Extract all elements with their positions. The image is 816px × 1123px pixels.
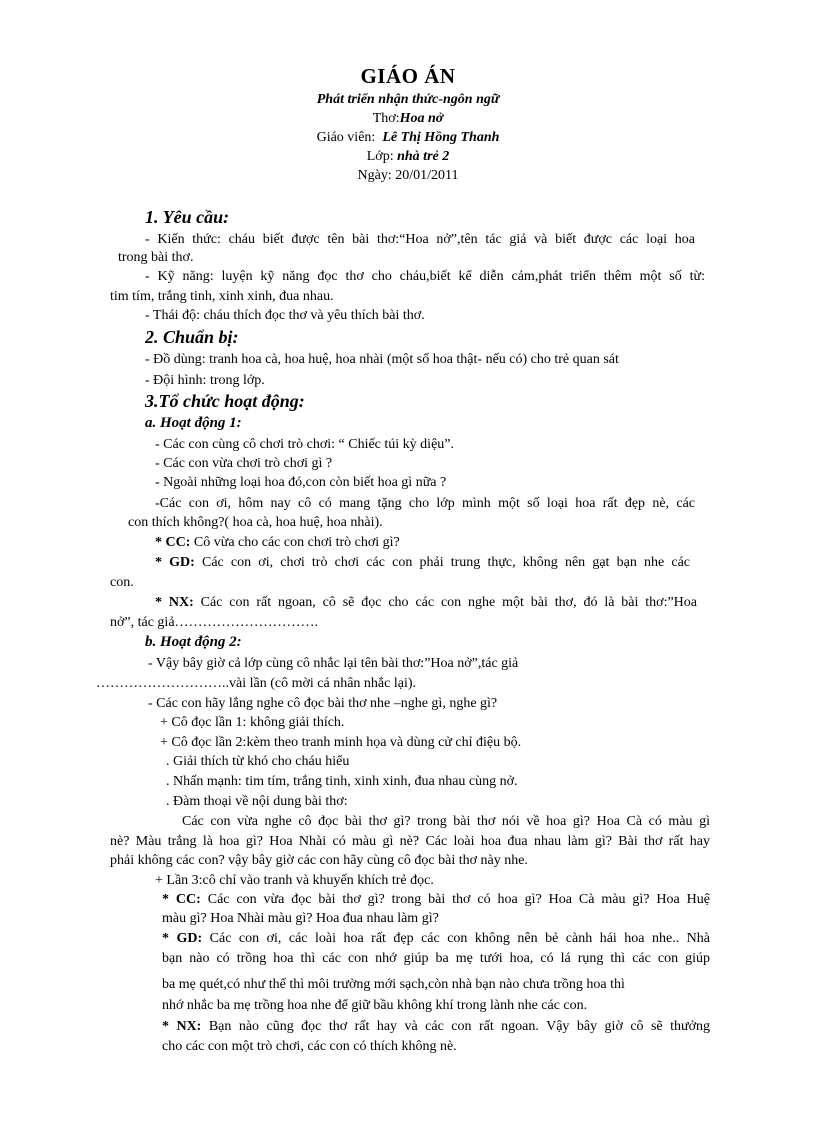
sec2-line-2: - Đội hình: trong lớp. — [145, 373, 265, 388]
gd2-label: * GD: — [162, 931, 203, 946]
document-title: GIÁO ÁN — [360, 64, 456, 88]
nx-label: * NX: — [155, 595, 194, 610]
act2-line-3: - Các con hãy lắng nghe cô đọc bài thơ nhe –nghe gì, nghe gì? — [148, 696, 498, 711]
gd-label: * GD: — [155, 555, 195, 570]
act1-line-2: - Các con vừa chơi trò chơi gì ? — [155, 456, 333, 471]
poem-label: Thơ: — [372, 111, 400, 126]
class-value: nhà trẻ 2 — [397, 149, 450, 164]
poem-line — [0, 111, 816, 127]
activity-2-heading: b. Hoạt động 2: — [145, 634, 242, 650]
act2-para-3: phải không các con? vậy bây giờ các con hãy cùng cô đọc bài thơ này nhe. — [110, 853, 528, 868]
act1-nx-line-2: nở”, tác giả…………………………. — [110, 615, 319, 630]
act2-nx-line — [162, 1018, 710, 1036]
cc2-label: * CC: — [162, 892, 201, 907]
act2-line-7: . Nhấn mạnh: tim tím, trắng tinh, xinh xinh, đua nhau cùng nở. — [166, 774, 518, 789]
sec1-line-3: - Kỹ năng: luyện kỹ năng đọc thơ cho cháu,biết kể diễn cảm,phát triển thêm một số từ: — [145, 269, 705, 284]
act2-cc-line — [162, 891, 710, 909]
act1-nx-line — [155, 594, 697, 612]
act1-cc-line — [155, 534, 400, 552]
teacher-line — [0, 130, 816, 146]
subject-text: Phát triển nhận thức-ngôn ngữ — [316, 92, 500, 107]
act2-gd-line-3: ba mẹ quét,có như thế thì môi trường mới sạch,còn nhà bạn nào chưa trồng hoa thì — [162, 977, 625, 992]
teacher-value: Lê Thị Hồng Thanh — [382, 130, 500, 145]
act2-para-1: Các con vừa nghe cô đọc bài thơ gì? trong bài thơ nói về hoa gì? Hoa Cà có màu gì — [182, 814, 710, 829]
date-line: Ngày: 20/01/2011 — [357, 168, 459, 183]
act2-line-2: ………………………..vài lần (cô mời cá nhân nhắc lại). — [96, 676, 416, 691]
section-1-heading: 1. Yêu cầu: — [145, 207, 230, 227]
act2-cc-line-2: màu gì? Hoa Nhài màu gì? Hoa đua nhau làm gì? — [162, 911, 439, 926]
act2-line-8: . Đàm thoại về nội dung bài thơ: — [166, 794, 348, 809]
act1-line-5: con thích không?( hoa cà, hoa huệ, hoa nhài). — [128, 515, 383, 530]
sec1-line-1: - Kiến thức: cháu biết được tên bài thơ:“Hoa nở”,tên tác giả và biết được các loại hoa — [145, 232, 695, 247]
act2-nx-line-2: cho các con một trò chơi, các con có thích không nè. — [162, 1039, 457, 1054]
section-2-heading: 2. Chuẩn bị: — [145, 327, 239, 347]
act1-line-4: -Các con ơi, hôm nay cô có mang tặng cho lớp mình một số loại hoa rất đẹp nè, các — [155, 496, 695, 511]
act2-para-2: nè? Màu trắng là hoa gì? Hoa Nhài có màu gì nè? Các loài hoa đua nhau làm gì? Bài thơ rất hay — [110, 834, 710, 849]
sec1-line-5: - Thái độ: cháu thích đọc thơ và yêu thích bài thơ. — [145, 308, 425, 323]
activity-1-heading: a. Hoạt động 1: — [145, 415, 242, 431]
act1-gd-line — [155, 554, 690, 572]
cc-label: * CC: — [155, 535, 191, 550]
nx2-label: * NX: — [162, 1019, 202, 1034]
sec2-line-1: - Đồ dùng: tranh hoa cà, hoa huệ, hoa nhài (một số hoa thật- nếu có) cho trẻ quan sát — [145, 352, 619, 367]
nx-text: Các con rất ngoan, cô sẽ đọc cho các con nghe một bài thơ, đó là bài thơ:”Hoa — [200, 595, 698, 610]
act2-gd-line-4: nhớ nhắc ba mẹ trồng hoa nhe để giữ bầu không khí trong lành nhe các con. — [162, 998, 588, 1013]
act2-line-4: + Cô đọc lần 1: không giải thích. — [160, 715, 345, 730]
gd-text: Các con ơi, chơi trò chơi các con phải trung thực, không nên gạt bạn nhe các — [202, 555, 690, 570]
act2-line-6: . Giải thích từ khó cho cháu hiểu — [166, 754, 350, 769]
act1-line-3: - Ngoài những loại hoa đó,con còn biết hoa gì nữa ? — [155, 475, 447, 490]
act2-line-1: - Vậy bây giờ cả lớp cùng cô nhắc lại tên bài thơ:”Hoa nở”,tác giả — [148, 656, 519, 671]
teacher-label: Giáo viên: — [316, 130, 376, 145]
gd2-text: Các con ơi, các loài hoa rất đẹp các con không nên bẻ cành hái hoa nhe.. Nhà — [209, 931, 711, 946]
cc2-text: Các con vừa đọc bài thơ gì? trong bài thơ có hoa gì? Hoa Cà màu gì? Hoa Huệ — [207, 892, 710, 907]
class-line — [0, 149, 816, 165]
act2-line-5: + Cô đọc lần 2:kèm theo tranh minh họa và dùng cử chỉ điệu bộ. — [160, 735, 522, 750]
class-label: Lớp: — [366, 149, 394, 164]
act1-line-1: - Các con cùng cô chơi trò chơi: “ Chiếc túi kỳ diệu”. — [155, 437, 454, 452]
section-3-heading: 3.Tổ chức hoạt động: — [145, 391, 305, 411]
nx2-text: Bạn nào cũng đọc thơ rất hay và các con rất ngoan. Vậy bây giờ cô sẽ thưởng — [208, 1019, 710, 1034]
sec1-line-2: trong bài thơ. — [118, 250, 194, 265]
subject-line — [0, 92, 816, 108]
act2-gd-line — [162, 930, 710, 948]
sec1-line-4: tim tím, trắng tinh, xinh xinh, đua nhau. — [110, 289, 334, 304]
act2-line-9: + Lần 3:cô chỉ vào tranh và khuyến khích trẻ đọc. — [155, 873, 434, 888]
act1-gd-line-2: con. — [110, 575, 134, 590]
cc-text: Cô vừa cho các con chơi trò chơi gì? — [193, 535, 400, 550]
poem-value: Hoa nở — [399, 111, 444, 126]
act2-gd-line-2: bạn nào có trồng hoa thì các con nhớ giúp ba mẹ tưới hoa, có lá rụng thì các con giúp — [162, 951, 710, 966]
